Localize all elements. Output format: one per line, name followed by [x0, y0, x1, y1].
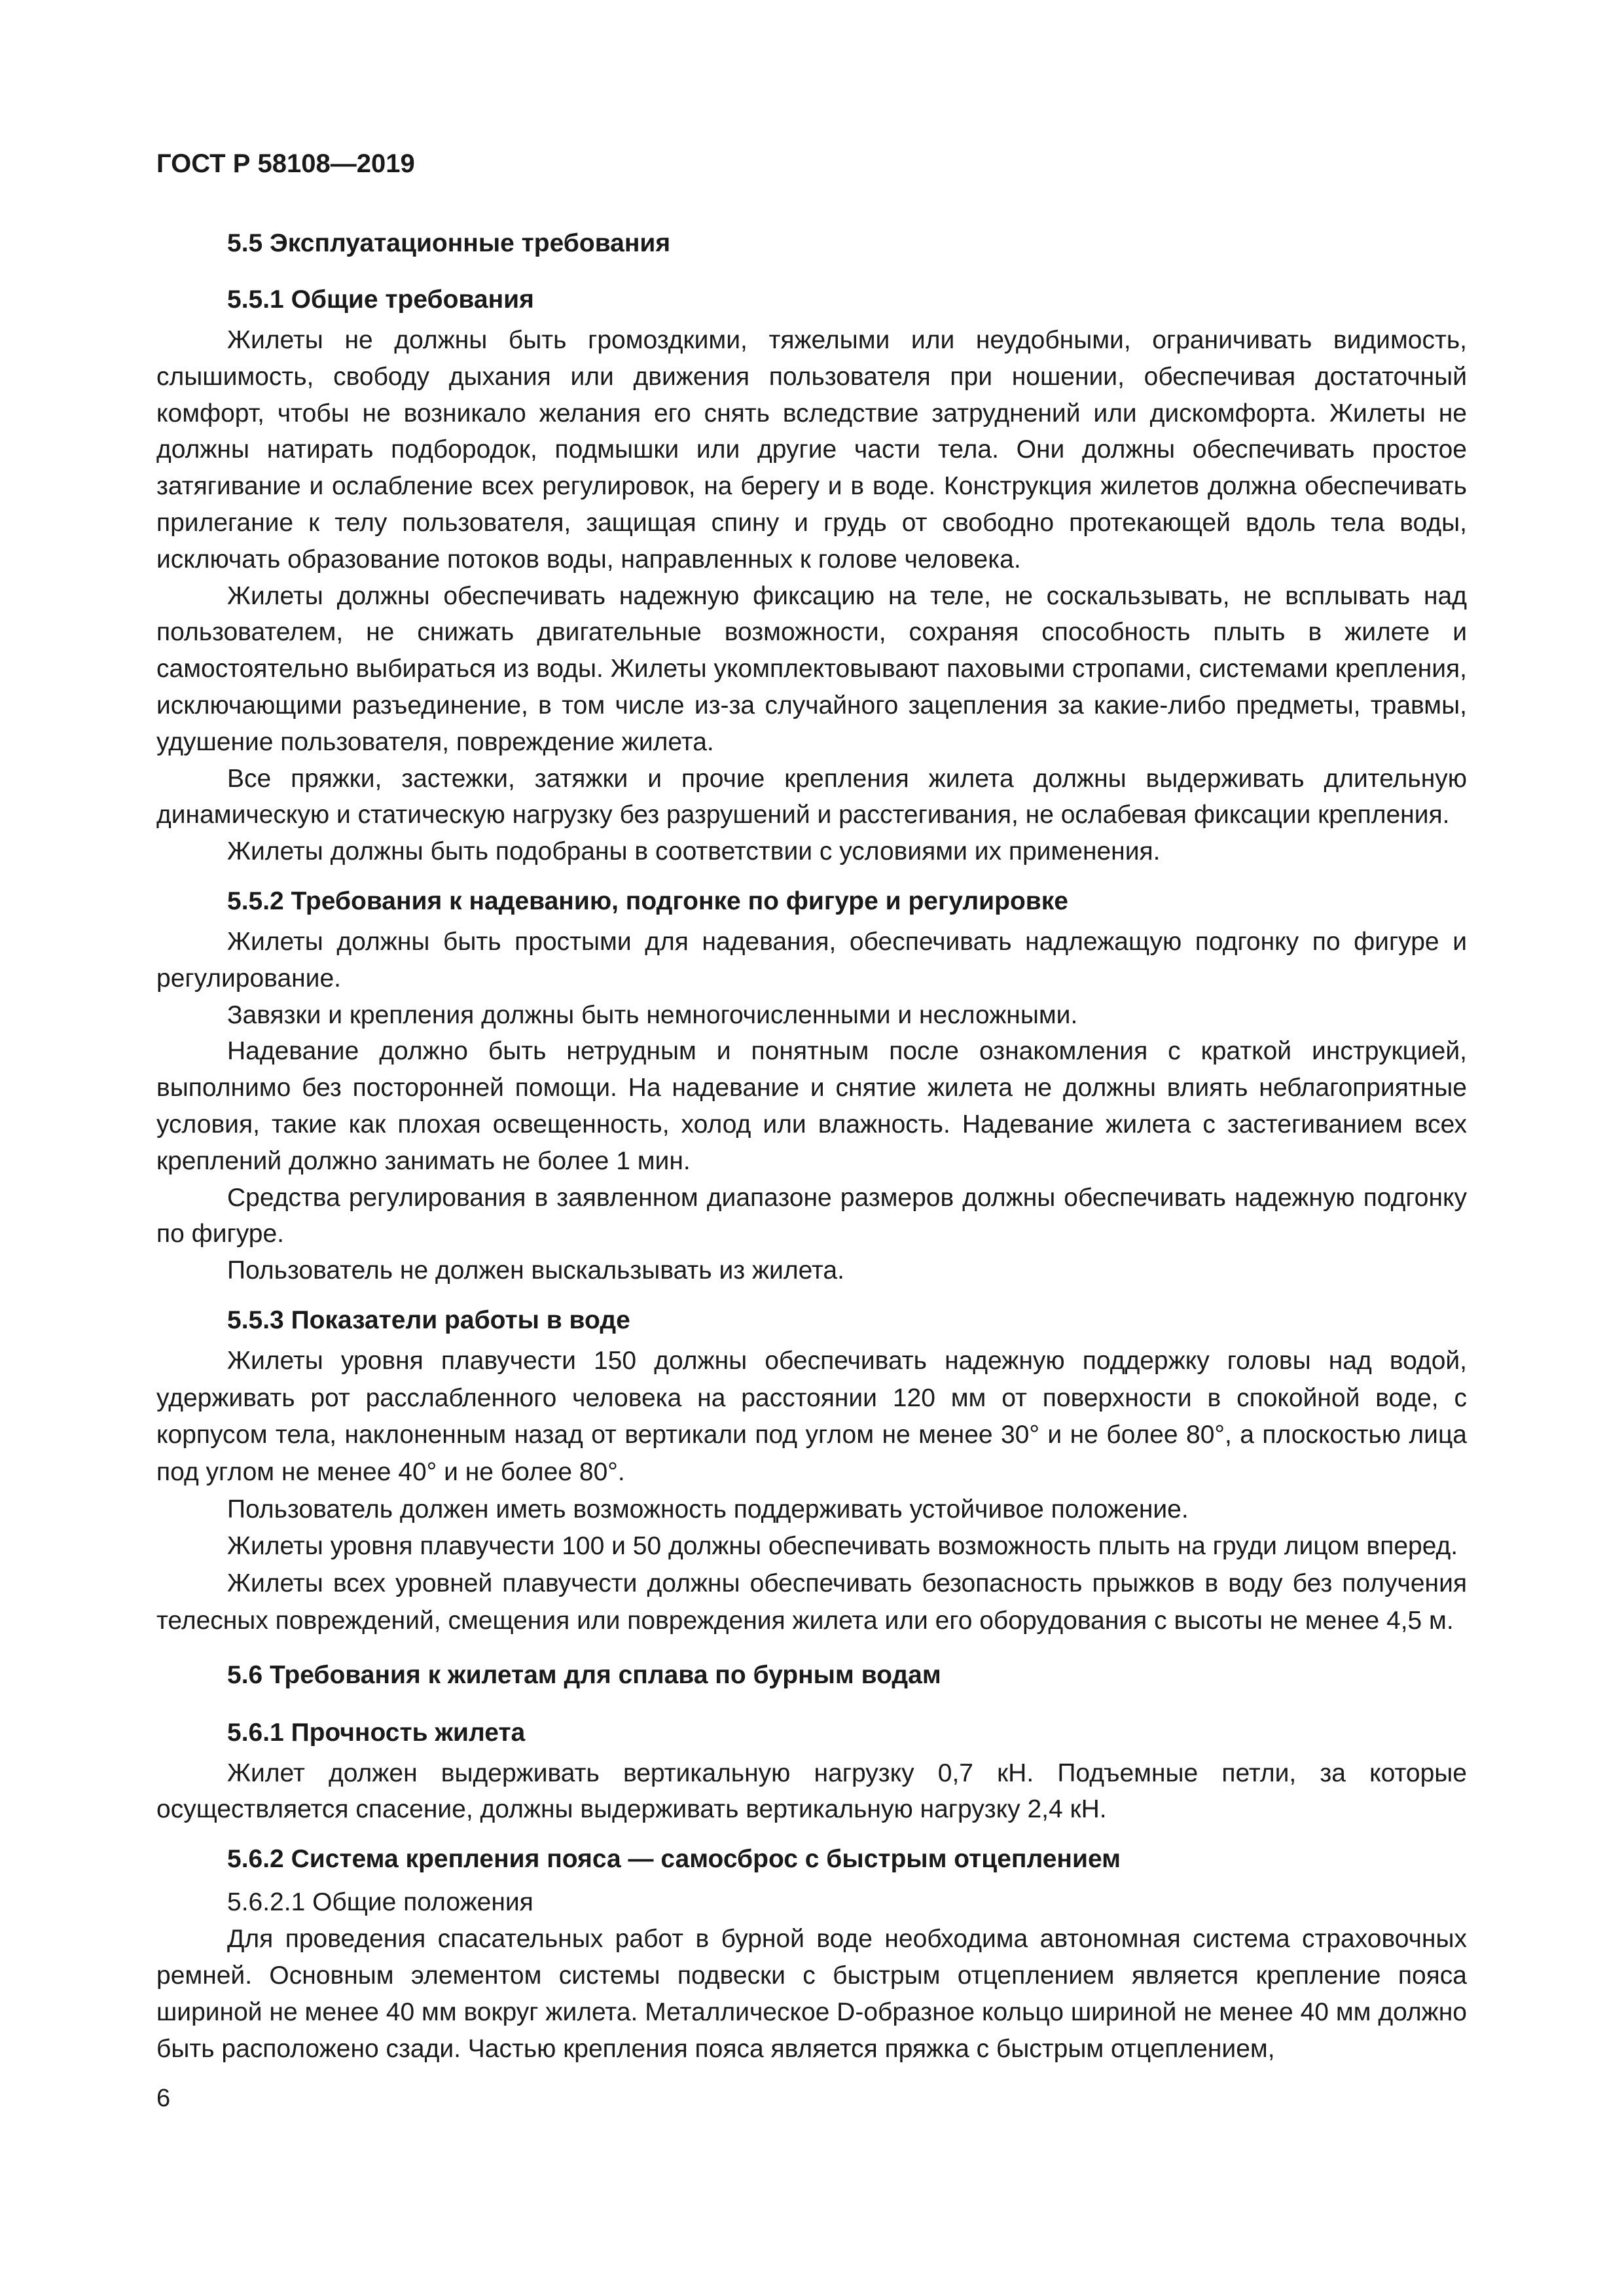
- paragraph: Жилеты не должны быть громоздкими, тяжелыми или неудобными, ограничивать видимость, слышимость, свободу дыхания или движения пользователя при ношении, обеспечивая достаточный комфорт, чтобы не возникало желания его снять вследствие затруднений или дискомфорта. Жилеты не должны натирать подбородок, подмышки или другие части тела. Они должны обеспечивать простое затягивание и ослабление всех регулировок, на берегу и в воде. Конструкция жилетов должна обеспечивать прилегание к телу пользователя, защищая спину и грудь от свободно протекающей вдоль тела воды, исключать образование потоков воды, направленных к голове человека.: [156, 326, 1467, 574]
- paragraph: Пользователь не должен выскальзывать из жилета.: [227, 1256, 844, 1285]
- page-number: 6: [156, 2085, 171, 2112]
- subsection-heading-5-6-1: 5.6.1 Прочность жилета: [227, 1718, 526, 1747]
- paragraph: Средства регулирования в заявленном диапазоне размеров должны обеспечивать надежную подгонку по фигуре.: [156, 1183, 1467, 1248]
- paragraph: Надевание должно быть нетрудным и понятным после ознакомления с краткой инструкцией, выполнимо без посторонней помощи. На надевание и снятие жилета не должны влиять неблагоприятные условия, такие как плохая освещенность, холод или влажность. Надевание жилета с застегиванием всех креплений должно занимать не более 1 мин.: [156, 1037, 1467, 1175]
- paragraph: Жилеты должны обеспечивать надежную фиксацию на теле, не соскальзывать, не всплывать над пользователем, не снижать двигательные возможности, сохраняя способность плыть в жилете и самостоятельно выбираться из воды. Жилеты укомплектовывают паховыми стропами, системами крепления, исключающими разъединение, в том числе из-за случайного зацепления за какие-либо предметы, травмы, удушение пользователя, повреждение жилета.: [156, 581, 1467, 756]
- subsection-heading-5-6-2: 5.6.2 Система крепления пояса — самосброс с быстрым отцеплением: [227, 1845, 1121, 1874]
- paragraph: Жилеты уровня плавучести 150 должны обеспечивать надежную поддержку головы над водой, удерживать рот расслабленного человека на расстоянии 120 мм от поверхности в спокойной воде, с корпусом тела, наклоненным назад от вертикали под углом не менее 30° и не более 80°, а плоскостью лица под углом не менее 40° и не более 80°.: [156, 1346, 1467, 1487]
- section-heading-5-5: 5.5 Эксплуатационные требования: [227, 229, 671, 257]
- paragraph: Жилеты должны быть простыми для надевания, обеспечивать надлежащую подгонку по фигуре и регулирование.: [156, 927, 1467, 993]
- subsection-heading-5-5-1: 5.5.1 Общие требования: [227, 285, 534, 314]
- paragraph: Пользователь должен иметь возможность поддерживать устойчивое положение.: [227, 1495, 1189, 1523]
- subsection-heading-5-5-3: 5.5.3 Показатели работы в воде: [227, 1305, 630, 1334]
- clause-heading-5-6-2-1: 5.6.2.1 Общие положения: [227, 1888, 533, 1917]
- paragraph: Жилет должен выдерживать вертикальную нагрузку 0,7 кН. Подъемные петли, за которые осуществляется спасение, должны выдерживать вертикальную нагрузку 2,4 кН.: [156, 1758, 1467, 1824]
- section-heading-5-6: 5.6 Требования к жилетам для сплава по бурным водам: [227, 1660, 941, 1689]
- document-header: ГОСТ Р 58108—2019: [156, 149, 415, 178]
- paragraph: Жилеты уровня плавучести 100 и 50 должны обеспечивать возможность плыть на груди лицом вперед.: [227, 1532, 1458, 1561]
- paragraph: Жилеты должны быть подобраны в соответствии с условиями их применения.: [227, 837, 1161, 866]
- paragraph: Завязки и крепления должны быть немногочисленными и несложными.: [227, 1000, 1078, 1029]
- paragraph: Все пряжки, застежки, затяжки и прочие крепления жилета должны выдерживать длительную динамическую и статическую нагрузку без разрушений и расстегивания, не ослабевая фиксации крепления.: [156, 764, 1467, 829]
- document-body: [156, 225, 1467, 2067]
- subsection-heading-5-5-2: 5.5.2 Требования к надеванию, подгонке по фигуре и регулировке: [227, 886, 1068, 915]
- paragraph: Жилеты всех уровней плавучести должны обеспечивать безопасность прыжков в воду без получения телесных повреждений, смещения или повреждения жилета или его оборудования с высоты не менее 4,5 м.: [156, 1569, 1467, 1635]
- paragraph: Для проведения спасательных работ в бурной воде необходима автономная система страховочных ремней. Основным элементом системы подвески с быстрым отцеплением является крепление пояса шириной не менее 40 мм вокруг жилета. Металлическое D-образное кольцо шириной не менее 40 мм должно быть расположено сзади. Частью крепления пояса является пряжка с быстрым отцеплением,: [156, 1925, 1467, 2063]
